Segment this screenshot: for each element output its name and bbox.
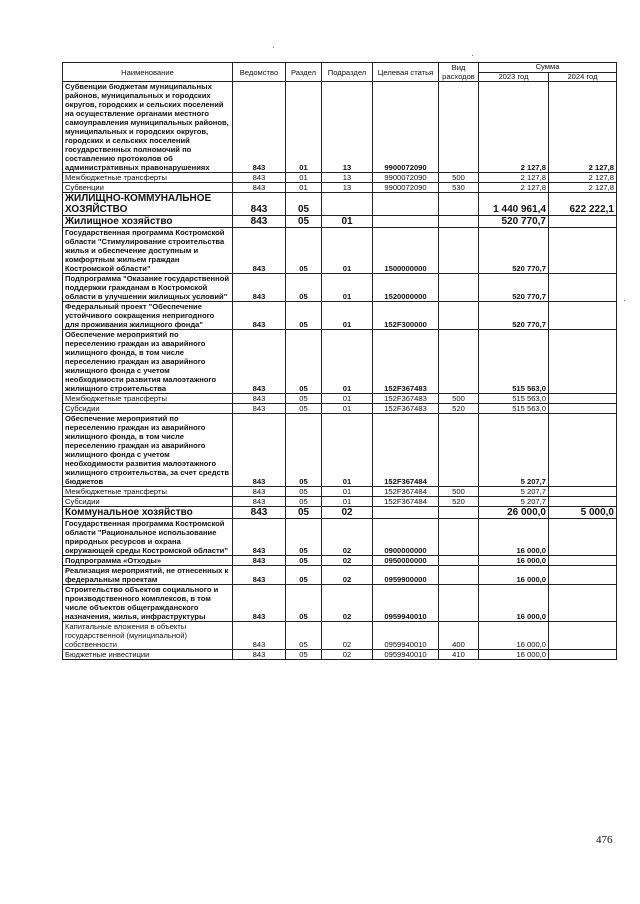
row-expense-type	[439, 216, 479, 228]
row-section: 05	[286, 497, 322, 507]
row-name: Коммунальное хозяйство	[63, 507, 233, 519]
table-row	[63, 404, 617, 414]
table-body	[63, 82, 617, 660]
row-amount-2023: 16 000,0	[479, 556, 549, 566]
row-section: 05	[286, 394, 322, 404]
row-subsection: 13	[322, 173, 373, 183]
header-expense-type: Вид расходов	[439, 63, 479, 82]
row-amount-2023: 1 440 961,4	[479, 193, 549, 216]
row-expense-type	[439, 414, 479, 487]
table-row	[63, 193, 617, 216]
row-amount-2023: 515 563,0	[479, 394, 549, 404]
row-expense-type	[439, 585, 479, 622]
row-department: 843	[233, 216, 286, 228]
row-expense-type: 500	[439, 173, 479, 183]
row-amount-2024: 2 127,8	[549, 183, 617, 193]
row-department: 843	[233, 519, 286, 556]
row-section: 05	[286, 414, 322, 487]
row-subsection: 01	[322, 497, 373, 507]
row-amount-2024	[549, 414, 617, 487]
row-expense-type	[439, 507, 479, 519]
row-amount-2024	[549, 274, 617, 302]
row-department: 843	[233, 228, 286, 274]
row-department: 843	[233, 487, 286, 497]
row-amount-2024	[549, 216, 617, 228]
header-name: Наименование	[63, 63, 233, 82]
row-expense-type: 520	[439, 404, 479, 414]
row-section: 05	[286, 566, 322, 585]
row-name: Субвенции бюджетам муниципальных районов, муниципальных и городских округов, городских и сельских поселений на осуществление органами местного самоуправления муниципальных районов, муниципальных и городских округов, городских и сельских поселений государственных полномочий по составлению протоколов об административных правонарушениях	[63, 82, 233, 173]
row-amount-2024	[549, 556, 617, 566]
row-target	[373, 216, 439, 228]
row-section: 05	[286, 622, 322, 650]
table-row	[63, 487, 617, 497]
header-department: Ведомство	[233, 63, 286, 82]
row-expense-type	[439, 330, 479, 394]
row-subsection: 13	[322, 183, 373, 193]
row-target: 0959940010	[373, 650, 439, 660]
row-name: Обеспечение мероприятий по переселению граждан из аварийного жилищного фонда, в том числе переселению граждан из аварийного жилищного фонда с учетом необходимости развития малоэтажного жилищного строительства	[63, 330, 233, 394]
table-row	[63, 556, 617, 566]
row-subsection: 01	[322, 274, 373, 302]
row-amount-2023: 5 207,7	[479, 414, 549, 487]
row-target: 152F367483	[373, 330, 439, 394]
row-section: 05	[286, 507, 322, 519]
table-row	[63, 228, 617, 274]
row-target: 152F367483	[373, 394, 439, 404]
row-amount-2023: 2 127,8	[479, 183, 549, 193]
row-amount-2023: 520 770,7	[479, 274, 549, 302]
row-department: 843	[233, 404, 286, 414]
row-subsection: 02	[322, 585, 373, 622]
row-amount-2023: 520 770,7	[479, 228, 549, 274]
table-row	[63, 394, 617, 404]
table-row	[63, 507, 617, 519]
page-number: 476	[596, 834, 613, 846]
row-department: 843	[233, 274, 286, 302]
row-target: 9900072090	[373, 173, 439, 183]
row-amount-2024	[549, 566, 617, 585]
row-section: 05	[286, 556, 322, 566]
row-amount-2024: 2 127,8	[549, 173, 617, 183]
row-department: 843	[233, 497, 286, 507]
row-amount-2024	[549, 404, 617, 414]
row-amount-2023: 520 770,7	[479, 302, 549, 330]
row-expense-type	[439, 274, 479, 302]
row-amount-2024	[549, 302, 617, 330]
row-amount-2024: 2 127,8	[549, 82, 617, 173]
row-name: Межбюджетные трансферты	[63, 173, 233, 183]
row-target	[373, 507, 439, 519]
row-target: 152F367483	[373, 404, 439, 414]
row-subsection: 02	[322, 566, 373, 585]
row-expense-type: 500	[439, 394, 479, 404]
table-row	[63, 585, 617, 622]
row-amount-2024	[549, 497, 617, 507]
row-amount-2023: 515 563,0	[479, 330, 549, 394]
row-section: 05	[286, 404, 322, 414]
row-expense-type	[439, 302, 479, 330]
row-section: 05	[286, 487, 322, 497]
row-section: 05	[286, 650, 322, 660]
row-department: 843	[233, 394, 286, 404]
row-department: 843	[233, 183, 286, 193]
row-amount-2023: 2 127,8	[479, 82, 549, 173]
header-year-2024: 2024 год	[549, 72, 617, 82]
row-name: Подпрограмма "Оказание государственной поддержки гражданам в Костромской области в улучшении жилищных условий"	[63, 274, 233, 302]
row-target: 1520000000	[373, 274, 439, 302]
table-row	[63, 274, 617, 302]
row-amount-2023: 16 000,0	[479, 566, 549, 585]
row-amount-2023: 16 000,0	[479, 622, 549, 650]
row-target: 0900000000	[373, 519, 439, 556]
row-name: Жилищное хозяйство	[63, 216, 233, 228]
scan-speck	[472, 55, 473, 56]
row-subsection	[322, 193, 373, 216]
row-target: 0959940010	[373, 622, 439, 650]
row-target: 152F367484	[373, 497, 439, 507]
row-subsection: 01	[322, 228, 373, 274]
row-section: 01	[286, 173, 322, 183]
row-amount-2023: 16 000,0	[479, 519, 549, 556]
row-expense-type	[439, 566, 479, 585]
budget-table	[62, 62, 617, 660]
row-name: Капитальные вложения в объекты государственной (муниципальной) собственности	[63, 622, 233, 650]
row-name: ЖИЛИЩНО-КОММУНАЛЬНОЕ ХОЗЯЙСТВО	[63, 193, 233, 216]
row-amount-2023: 16 000,0	[479, 585, 549, 622]
row-subsection: 02	[322, 622, 373, 650]
row-target: 9900072090	[373, 82, 439, 173]
row-expense-type	[439, 228, 479, 274]
table-row	[63, 519, 617, 556]
row-expense-type	[439, 82, 479, 173]
table-row	[63, 650, 617, 660]
row-name: Межбюджетные трансферты	[63, 487, 233, 497]
row-name: Субсидии	[63, 497, 233, 507]
row-target: 0959940010	[373, 585, 439, 622]
row-name: Строительство объектов социального и производственного комплексов, в том числе объектов общегражданского назначения, жилья, инфраструктуры	[63, 585, 233, 622]
row-amount-2024	[549, 394, 617, 404]
row-amount-2024	[549, 228, 617, 274]
row-subsection: 01	[322, 404, 373, 414]
scan-speck	[273, 47, 274, 48]
table-row	[63, 330, 617, 394]
row-subsection: 02	[322, 507, 373, 519]
row-subsection: 02	[322, 556, 373, 566]
row-amount-2024	[549, 519, 617, 556]
row-department: 843	[233, 302, 286, 330]
table-header	[63, 63, 617, 82]
row-target: 152F367484	[373, 487, 439, 497]
table-row	[63, 622, 617, 650]
row-amount-2024	[549, 330, 617, 394]
row-target: 0950000000	[373, 556, 439, 566]
row-section: 01	[286, 183, 322, 193]
row-amount-2024	[549, 622, 617, 650]
row-subsection: 13	[322, 82, 373, 173]
table-row	[63, 414, 617, 487]
row-name: Бюджетные инвестиции	[63, 650, 233, 660]
row-section: 05	[286, 302, 322, 330]
row-department: 843	[233, 173, 286, 183]
row-section: 05	[286, 519, 322, 556]
table-row	[63, 497, 617, 507]
row-section: 05	[286, 585, 322, 622]
row-section: 05	[286, 228, 322, 274]
row-section: 05	[286, 274, 322, 302]
row-section: 05	[286, 193, 322, 216]
header-year-2023: 2023 год	[479, 72, 549, 82]
row-amount-2024: 622 222,1	[549, 193, 617, 216]
table-row	[63, 173, 617, 183]
row-amount-2024	[549, 487, 617, 497]
row-subsection: 02	[322, 650, 373, 660]
row-section: 05	[286, 330, 322, 394]
row-name: Федеральный проект "Обеспечение устойчивого сокращения непригодного для проживания жилищного фонда"	[63, 302, 233, 330]
row-expense-type: 500	[439, 487, 479, 497]
row-department: 843	[233, 556, 286, 566]
table-row	[63, 82, 617, 173]
row-department: 843	[233, 566, 286, 585]
header-section: Раздел	[286, 63, 322, 82]
row-amount-2023: 5 207,7	[479, 487, 549, 497]
row-expense-type	[439, 519, 479, 556]
row-section: 05	[286, 216, 322, 228]
row-amount-2023: 520 770,7	[479, 216, 549, 228]
table-row	[63, 216, 617, 228]
row-target: 9900072090	[373, 183, 439, 193]
row-department: 843	[233, 507, 286, 519]
row-subsection: 01	[322, 330, 373, 394]
row-department: 843	[233, 622, 286, 650]
row-amount-2023: 515 563,0	[479, 404, 549, 414]
row-department: 843	[233, 650, 286, 660]
row-section: 01	[286, 82, 322, 173]
row-amount-2023: 26 000,0	[479, 507, 549, 519]
row-subsection: 01	[322, 394, 373, 404]
table-row	[63, 183, 617, 193]
row-expense-type: 410	[439, 650, 479, 660]
row-expense-type: 520	[439, 497, 479, 507]
row-subsection: 01	[322, 216, 373, 228]
row-amount-2023: 16 000,0	[479, 650, 549, 660]
row-department: 843	[233, 82, 286, 173]
row-department: 843	[233, 193, 286, 216]
row-amount-2024	[549, 650, 617, 660]
row-expense-type	[439, 556, 479, 566]
row-name: Межбюджетные трансферты	[63, 394, 233, 404]
row-expense-type: 530	[439, 183, 479, 193]
row-department: 843	[233, 414, 286, 487]
row-amount-2023: 2 127,8	[479, 173, 549, 183]
row-subsection: 01	[322, 414, 373, 487]
table-row	[63, 302, 617, 330]
header-amount: Сумма	[479, 63, 617, 73]
row-subsection: 02	[322, 519, 373, 556]
row-target: 152F300000	[373, 302, 439, 330]
row-name: Государственная программа Костромской области "Рациональное использование природных ресурсов и охрана окружающей среды Костромской области"	[63, 519, 233, 556]
row-name: Субсидии	[63, 404, 233, 414]
row-department: 843	[233, 330, 286, 394]
row-target: 152F367484	[373, 414, 439, 487]
table-row	[63, 566, 617, 585]
scan-speck	[624, 300, 625, 301]
header-target: Целевая статья	[373, 63, 439, 82]
row-target: 0959900000	[373, 566, 439, 585]
row-target: 1500000000	[373, 228, 439, 274]
row-expense-type	[439, 193, 479, 216]
row-expense-type: 400	[439, 622, 479, 650]
row-amount-2024	[549, 585, 617, 622]
row-name: Реализация мероприятий, не отнесенных к федеральным проектам	[63, 566, 233, 585]
header-subsection: Подраздел	[322, 63, 373, 82]
row-amount-2023: 5 207,7	[479, 497, 549, 507]
row-amount-2024: 5 000,0	[549, 507, 617, 519]
row-subsection: 01	[322, 302, 373, 330]
row-target	[373, 193, 439, 216]
row-name: Субвенции	[63, 183, 233, 193]
row-name: Государственная программа Костромской области "Стимулирование строительства жилья и обеспечение доступным и комфортным жильем граждан Костромской области"	[63, 228, 233, 274]
row-subsection: 01	[322, 487, 373, 497]
row-department: 843	[233, 585, 286, 622]
row-name: Подпрограмма «Отходы»	[63, 556, 233, 566]
row-name: Обеспечение мероприятий по переселению граждан из аварийного жилищного фонда, в том числе переселению граждан из аварийного жилищного фонда с учетом необходимости развития малоэтажного жилищного строительства, за счет средств бюджетов	[63, 414, 233, 487]
